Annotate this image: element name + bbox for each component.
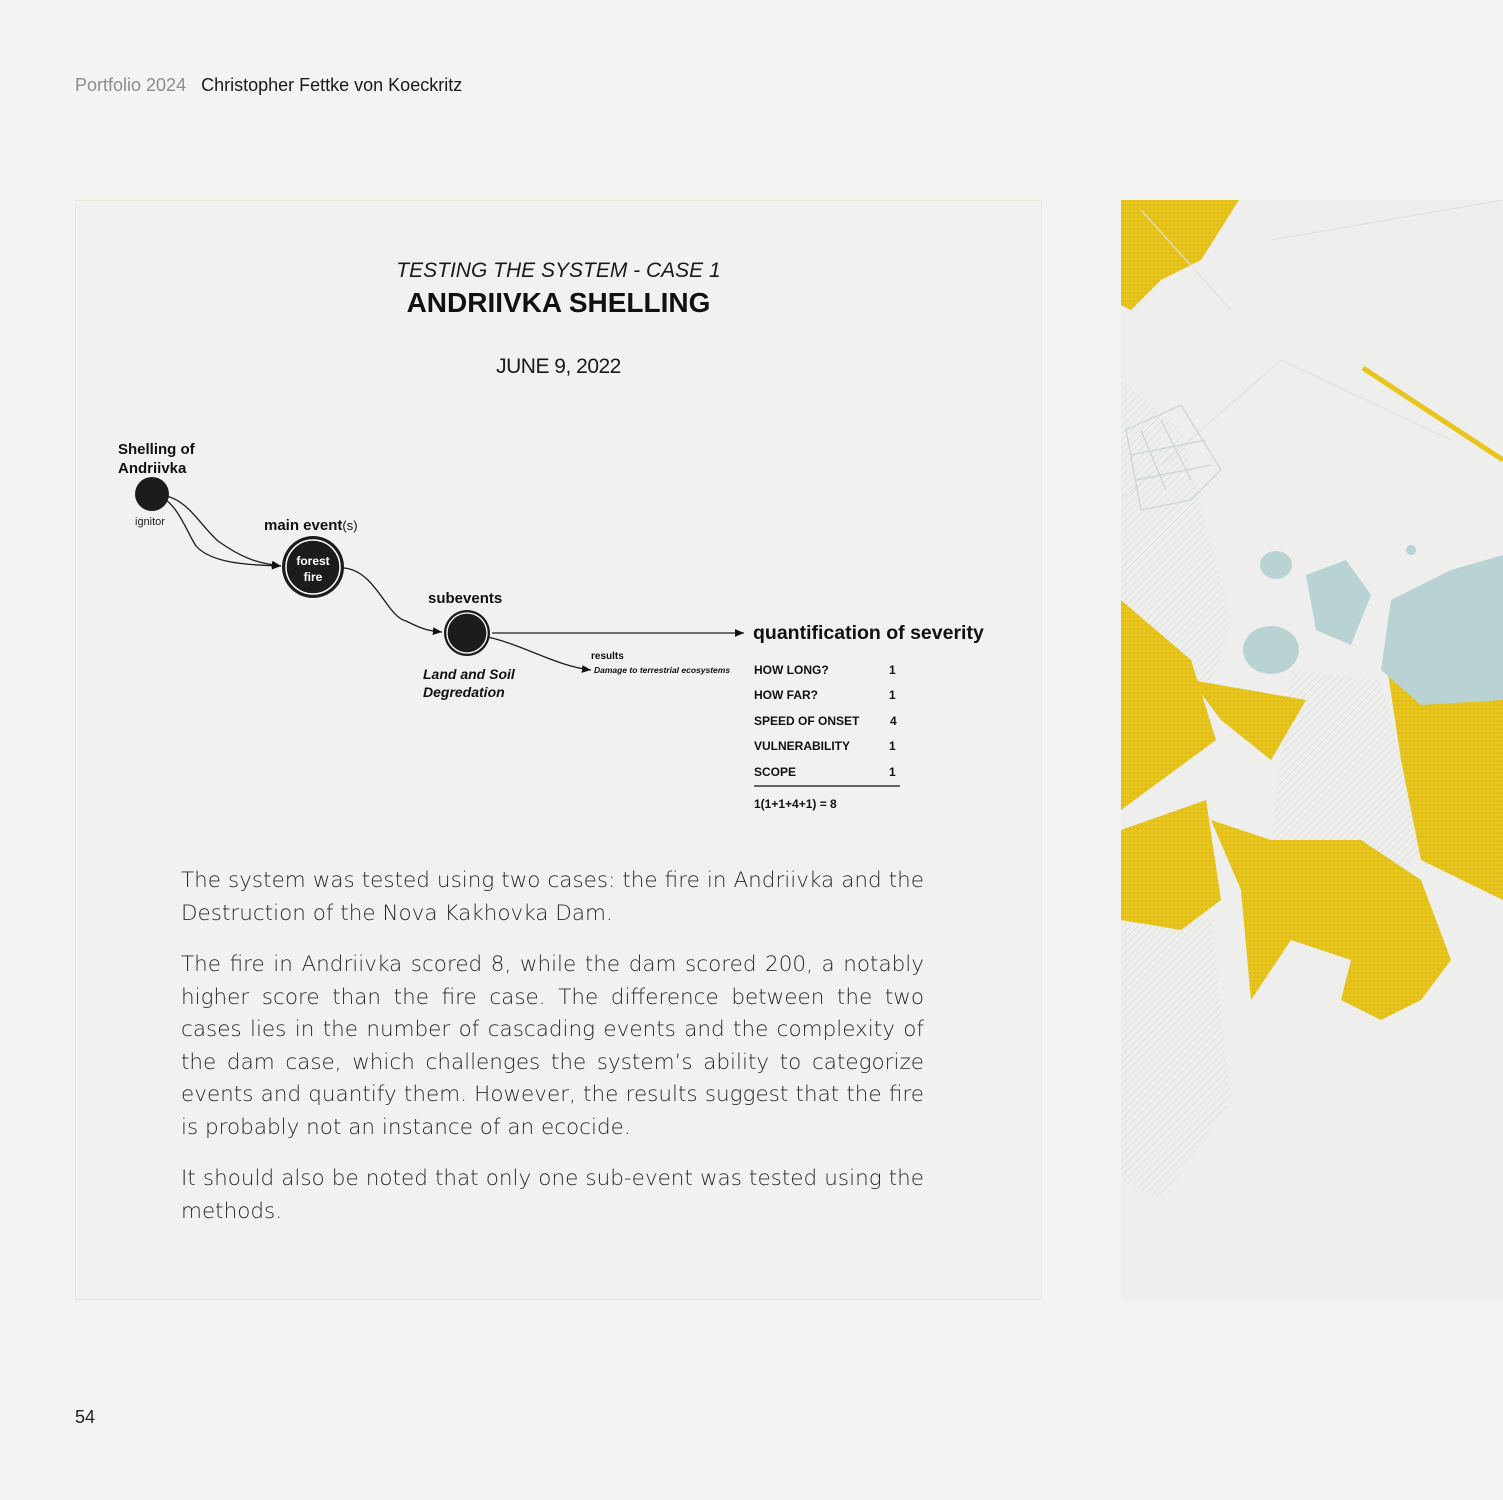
body-text — [181, 865, 924, 1247]
results-item: Damage to terrestrial ecosystems — [594, 665, 731, 675]
subevent-node — [444, 610, 490, 656]
paragraph: The system was tested using two cases: the fire in Andriivka and the Destruction of the Nova Kakhovka Dam. — [181, 868, 924, 926]
severity-value-how-long: 1 — [889, 663, 896, 677]
connector-ignitor-main-b — [152, 494, 281, 566]
severity-label-how-long: HOW LONG? — [754, 663, 829, 677]
portfolio-label: Portfolio 2024 — [75, 75, 187, 95]
case-title: ANDRIIVKA SHELLING — [406, 287, 711, 318]
main-event-node-line1: forest — [296, 554, 330, 568]
severity-label-speed: SPEED OF ONSET — [754, 714, 860, 728]
author-name: Christopher Fettke von Koeckritz — [201, 75, 463, 95]
severity-value-how-far: 1 — [889, 688, 896, 702]
severity-formula: 1(1+1+4+1) = 8 — [754, 797, 837, 811]
main-event-suffix: (s) — [342, 518, 358, 533]
ignitor-title-line2: Andriivka — [118, 460, 187, 477]
subevents-label: subevents — [428, 590, 503, 607]
case-panel — [75, 200, 1042, 1300]
severity-value-scope: 1 — [889, 765, 896, 779]
running-header — [75, 75, 462, 96]
ignitor-title-line1: Shelling of — [118, 441, 195, 458]
case-kicker: TESTING THE SYSTEM - CASE 1 — [396, 259, 721, 282]
map-image — [1121, 200, 1503, 1300]
severity-value-speed: 4 — [890, 714, 897, 728]
severity-title: quantification of severity — [753, 622, 984, 644]
page-number: 54 — [75, 1407, 96, 1427]
ignitor-label: ignitor — [135, 516, 165, 528]
subevent-name-line2: Degredation — [423, 684, 505, 700]
case-date: JUNE 9, 2022 — [496, 355, 621, 378]
main-event-label: main event — [264, 517, 343, 534]
paragraph: The fire in Andriivka scored 8, while the dam scored 200, a notably higher score than the fire case. The difference between the two cases lies in the number of cascading events and the complexity of the dam case, which challenges the system’s ability to categorize events and quantify them. However, the results suggest that the fire is probably not an instance of an ecocide. — [181, 952, 924, 1140]
map-illustration — [1121, 200, 1503, 1300]
svg-text:main event(s) — [264, 517, 358, 534]
severity-value-vulnerability: 1 — [889, 739, 896, 753]
severity-label-how-far: HOW FAR? — [754, 688, 818, 702]
main-event-node-line2: fire — [303, 570, 323, 584]
severity-label-scope: SCOPE — [754, 765, 797, 779]
paragraph: It should also be noted that only one sub-event was tested using the methods. — [181, 1166, 924, 1224]
results-label: results — [591, 651, 624, 662]
subevent-name-line1: Land and Soil — [423, 666, 515, 682]
severity-label-vulnerability: VULNERABILITY — [754, 739, 850, 753]
ignitor-node — [135, 477, 169, 511]
